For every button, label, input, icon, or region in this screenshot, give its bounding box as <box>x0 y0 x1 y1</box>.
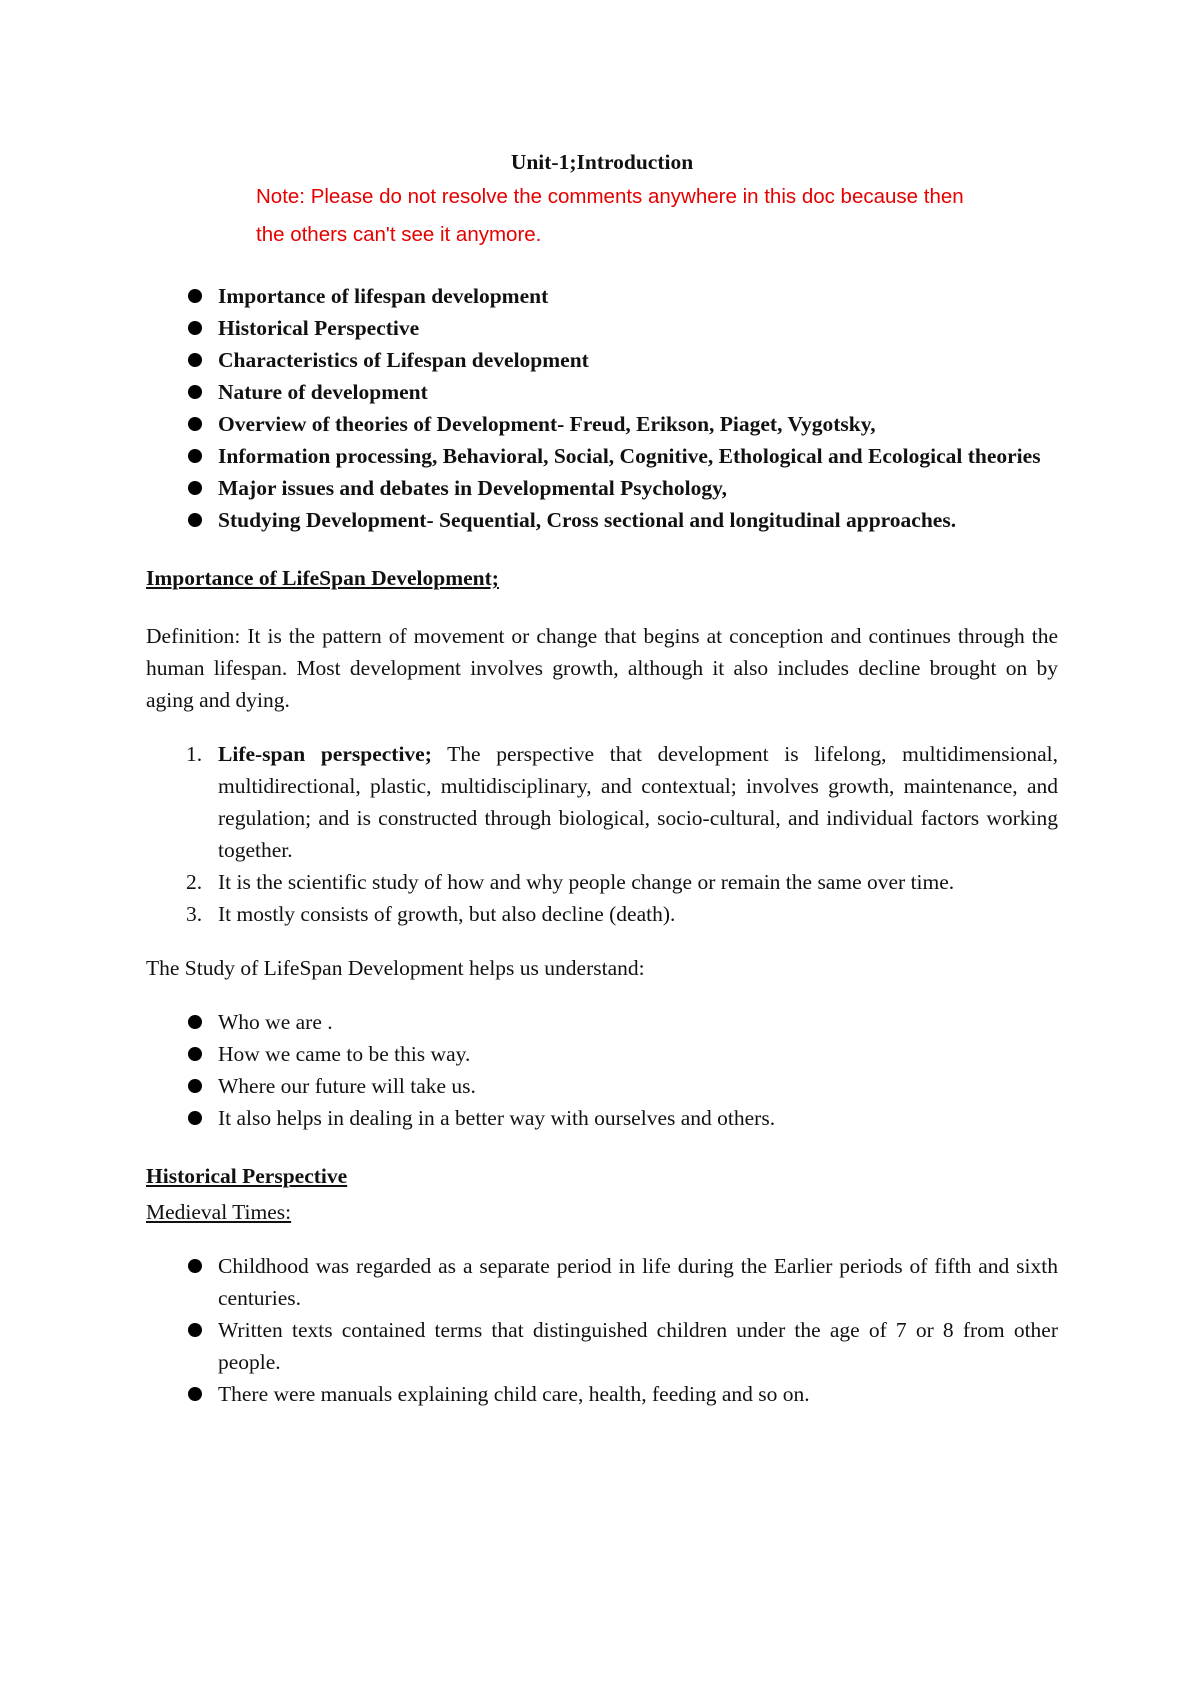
topic-item: Nature of development <box>146 376 1058 408</box>
topic-item: Overview of theories of Development- Freud, Erikson, Piaget, Vygotsky, <box>146 408 1058 440</box>
study-point: Who we are . <box>146 1006 1058 1038</box>
definition-paragraph: Definition: It is the pattern of movement or change that begins at conception and continues through the human lifespan. Most development involves growth, although it also includes decline brought on by aging and dying. <box>146 624 1058 712</box>
note-line-2: the others can't see it anymore. <box>256 223 542 246</box>
section-heading-historical: Historical Perspective <box>146 1164 348 1188</box>
item-text: The perspective that development is lifelong, multidimensional, multidirectional, plastic, multidisciplinary, and contextual; involves growth, maintenance, and regulation; and is constructed through biological, socio-cultural, and individual factors working together. <box>218 742 1059 862</box>
study-point: Where our future will take us. <box>146 1070 1058 1102</box>
medieval-points-list <box>146 1250 1058 1410</box>
study-intro: The Study of LifeSpan Development helps us understand: <box>146 956 645 980</box>
item-number: 2. <box>186 870 203 894</box>
study-points-list <box>146 1006 1058 1134</box>
item-text: It is the scientific study of how and why people change or remain the same over time. <box>218 870 955 894</box>
medieval-point: There were manuals explaining child care, health, feeding and so on. <box>146 1378 1058 1410</box>
numbered-item <box>146 898 1058 930</box>
medieval-point: Written texts contained terms that distinguished children under the age of 7 or 8 from other people. <box>146 1314 1058 1378</box>
study-point: How we came to be this way. <box>146 1038 1058 1070</box>
topic-item: Importance of lifespan development <box>146 280 1058 312</box>
section-heading-importance: Importance of LifeSpan Development; <box>146 566 499 590</box>
item-number: 1. <box>186 742 203 766</box>
topic-item: Studying Development- Sequential, Cross sectional and longitudinal approaches. <box>146 504 1058 536</box>
note-line-1: Note: Please do not resolve the comments anywhere in this doc because then <box>256 185 964 208</box>
page-title: Unit-1;Introduction <box>510 150 694 174</box>
topics-list <box>146 280 1058 536</box>
item-text: It mostly consists of growth, but also decline (death). <box>218 902 676 926</box>
numbered-item <box>146 866 1058 898</box>
numbered-item <box>146 738 1058 866</box>
medieval-point: Childhood was regarded as a separate period in life during the Earlier periods of fifth and sixth centuries. <box>146 1250 1058 1314</box>
item-bold-term: Life-span perspective; <box>218 742 432 766</box>
topic-item: Information processing, Behavioral, Social, Cognitive, Ethological and Ecological theories <box>146 440 1058 472</box>
note-text <box>256 178 1058 254</box>
topic-item: Characteristics of Lifespan development <box>146 344 1058 376</box>
document-body <box>146 146 1058 1410</box>
topic-item: Major issues and debates in Developmental Psychology, <box>146 472 1058 504</box>
item-number: 3. <box>186 902 203 926</box>
subheading-medieval: Medieval Times: <box>146 1200 292 1224</box>
numbered-list <box>146 738 1058 930</box>
study-point: It also helps in dealing in a better way with ourselves and others. <box>146 1102 1058 1134</box>
topic-item: Historical Perspective <box>146 312 1058 344</box>
